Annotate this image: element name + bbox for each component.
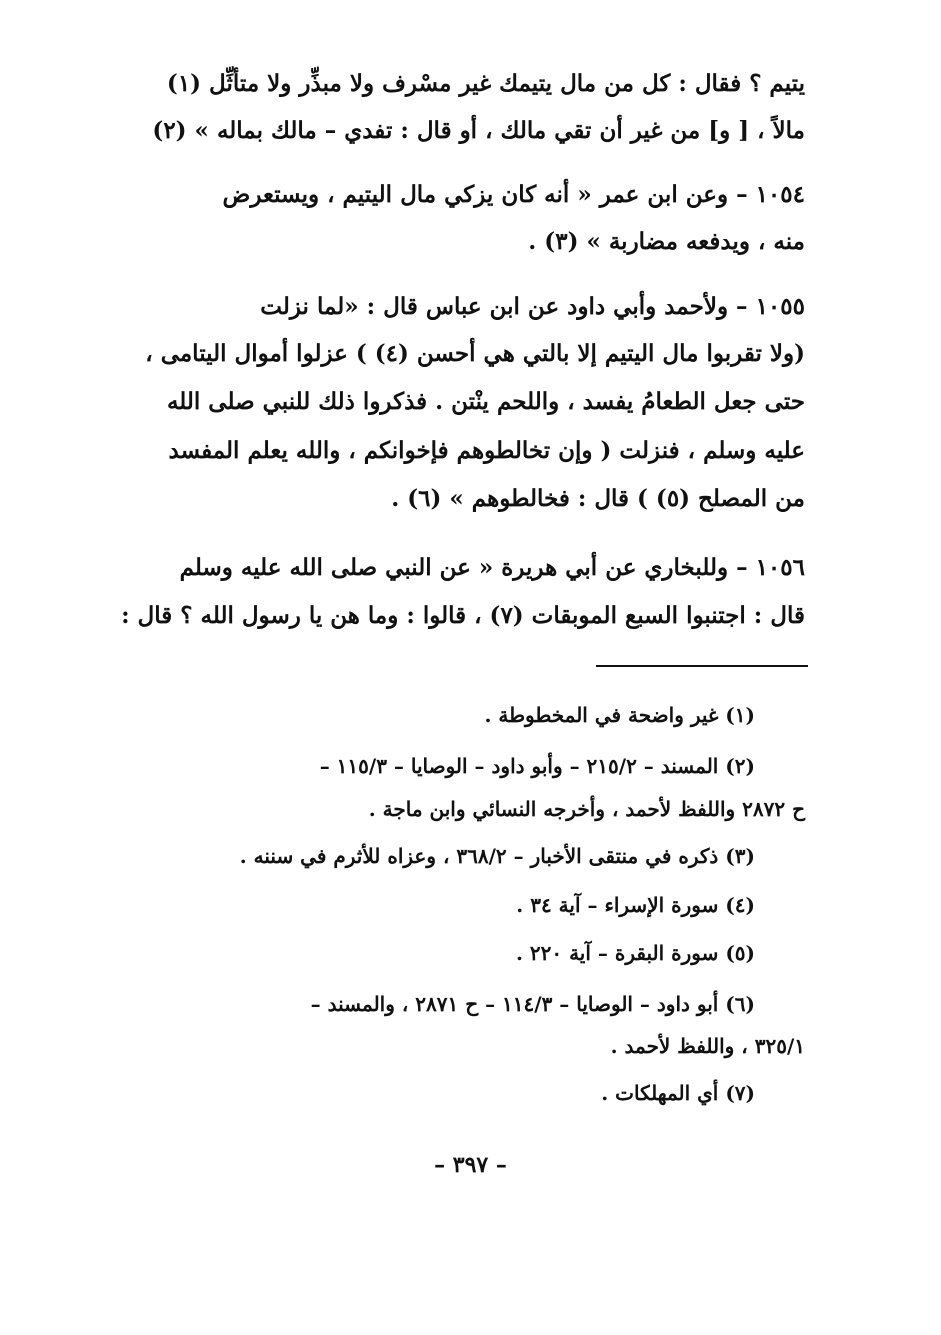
footnote-2: (٢) المسند – ٢١٥/٢ – وأبو داود – الوصايا – ١١٥/٣ – bbox=[319, 754, 755, 778]
main-text-line: حتى جعل الطعامُ يفسد ، واللحم ينْتن . فذكروا ذلك للنبي صلى الله bbox=[166, 388, 805, 415]
main-text-line: يتيم ؟ فقال : كل من مال يتيمك غير مسْرف ولا مبذِّر ولا متأثِّل (١) bbox=[166, 70, 805, 97]
hadith-1055-line: ١٠٥٥ – ولأحمد وأبي داود عن ابن عباس قال : «لما نزلت bbox=[260, 293, 805, 320]
footnote-2-continuation: ح ٢٨٧٢ واللفظ لأحمد ، وأخرجه النسائي وابن ماجة . bbox=[368, 797, 805, 821]
main-text-line: (ولا تقربوا مال اليتيم إلا بالتي هي أحسن (٤) ) عزلوا أموال اليتامى ، bbox=[145, 340, 805, 367]
footnote-7: (٧) أي المهلكات . bbox=[601, 1081, 755, 1105]
footnote-6-continuation: ٣٢٥/١ ، واللفظ لأحمد . bbox=[610, 1034, 805, 1058]
main-text-line: قال : اجتنبوا السبع الموبقات (٧) ، قالوا : وما هن يا رسول الله ؟ قال : bbox=[121, 602, 805, 629]
footnote-6: (٦) أبو داود – الوصايا – ١١٤/٣ – ح ٢٨٧١ ، والمسند – bbox=[310, 992, 755, 1016]
main-text-line: منه ، ويدفعه مضاربة » (٣) . bbox=[528, 228, 805, 255]
footnote-3: (٣) ذكره في منتقى الأخبار – ٣٦٨/٢ ، وعزاه للأثرم في سننه . bbox=[239, 844, 755, 868]
hadith-1056-line: ١٠٥٦ – وللبخاري عن أبي هريرة « عن النبي صلى الله عليه وسلم bbox=[179, 554, 805, 581]
hadith-1054-line: ١٠٥٤ – وعن ابن عمر « أنه كان يزكي مال اليتيم ، ويستعرض bbox=[222, 181, 805, 208]
footnote-4: (٤) سورة الإسراء – آية ٣٤ . bbox=[516, 893, 755, 917]
footnote-5: (٥) سورة البقرة – آية ٢٢٠ . bbox=[515, 941, 755, 965]
footnote-separator bbox=[596, 665, 808, 667]
footnote-1: (١) غير واضحة في المخطوطة . bbox=[484, 703, 755, 727]
main-text-line: عليه وسلم ، فنزلت ( وإن تخالطوهم فإخوانكم ، والله يعلم المفسد bbox=[168, 437, 805, 464]
main-text-line: مالاً ، [ و] من غير أن تقي مالك ، أو قال : تفدي – مالك بماله » (٢) bbox=[152, 117, 805, 144]
main-text-line: من المصلح (٥) ) قال : فخالطوهم » (٦) . bbox=[391, 485, 805, 512]
page-number: – ٣٩٧ – bbox=[434, 1152, 507, 1178]
